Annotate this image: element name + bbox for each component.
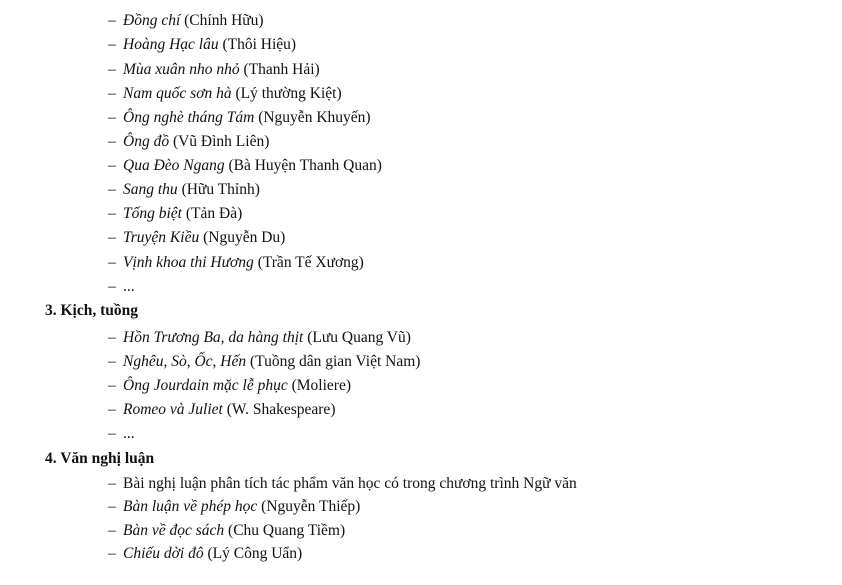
list-item-ellipsis bbox=[108, 424, 135, 444]
work-title: Hồn Trương Ba, da hàng thịt bbox=[123, 329, 304, 346]
list-item bbox=[108, 132, 269, 152]
work-author: (Chính Hữu) bbox=[184, 12, 264, 29]
work-title: Bàn về đọc sách bbox=[123, 522, 225, 539]
work-title: Tống biệt bbox=[123, 205, 182, 222]
work-title: Đồng chí bbox=[123, 12, 181, 29]
list-item bbox=[108, 60, 320, 80]
work-author: (Tuồng dân gian Việt Nam) bbox=[250, 353, 421, 370]
list-item bbox=[108, 108, 371, 128]
work-title: Qua Đèo Ngang bbox=[123, 157, 225, 174]
work-author: (Lý thường Kiệt) bbox=[235, 85, 342, 102]
work-author: (Nguyễn Du) bbox=[203, 229, 286, 246]
list-dash: – bbox=[108, 425, 116, 442]
work-title: Ông đồ bbox=[123, 133, 170, 150]
work-author: (Thanh Hải) bbox=[243, 61, 320, 78]
work-title: Nghêu, Sò, Ốc, Hến bbox=[123, 353, 247, 370]
list-dash: – bbox=[108, 229, 116, 246]
list-item bbox=[108, 253, 364, 273]
work-title: Hoàng Hạc lâu bbox=[123, 36, 219, 53]
list-dash: – bbox=[108, 61, 116, 78]
list-dash: – bbox=[108, 157, 116, 174]
list-dash: – bbox=[108, 181, 116, 198]
list-item bbox=[108, 204, 242, 224]
list-dash: – bbox=[108, 85, 116, 102]
list-dash: – bbox=[108, 278, 116, 295]
list-dash: – bbox=[108, 401, 116, 418]
work-author: (Trần Tế Xương) bbox=[257, 254, 364, 271]
list-item-ellipsis bbox=[108, 277, 135, 297]
list-dash: – bbox=[108, 475, 116, 492]
list-item bbox=[108, 376, 351, 396]
work-author: (Chu Quang Tiềm) bbox=[228, 522, 346, 539]
work-author: (Hữu Thỉnh) bbox=[181, 181, 260, 198]
list-dash: – bbox=[108, 36, 116, 53]
list-item bbox=[108, 35, 296, 55]
section-heading: 4. Văn nghị luận bbox=[45, 450, 155, 467]
list-dash: – bbox=[108, 545, 116, 562]
list-item bbox=[108, 521, 345, 541]
work-author: (Nguyễn Thiếp) bbox=[261, 498, 361, 515]
list-dash: – bbox=[108, 133, 116, 150]
list-item bbox=[108, 156, 382, 176]
work-author: (W. Shakespeare) bbox=[226, 401, 336, 418]
list-item bbox=[108, 497, 360, 517]
list-dash: – bbox=[108, 522, 116, 539]
list-item bbox=[108, 544, 302, 564]
ellipsis: ... bbox=[123, 278, 135, 295]
work-title: Romeo và Juliet bbox=[123, 401, 223, 418]
work-author: (Vũ Đình Liên) bbox=[172, 133, 270, 150]
work-title: Mùa xuân nho nhỏ bbox=[123, 61, 240, 78]
work-author: (Lưu Quang Vũ) bbox=[307, 329, 411, 346]
work-author: (Lý Công Uẩn) bbox=[207, 545, 303, 562]
list-item bbox=[108, 84, 342, 104]
work-title: Vịnh khoa thi Hương bbox=[123, 254, 254, 271]
list-item bbox=[108, 474, 577, 494]
list-item bbox=[108, 228, 285, 248]
list-dash: – bbox=[108, 12, 116, 29]
work-author: (Tản Đà) bbox=[185, 205, 243, 222]
work-title: Nam quốc sơn hà bbox=[123, 85, 232, 102]
work-title: Ông Jourdain mặc lễ phục bbox=[123, 377, 288, 394]
work-author: (Nguyễn Khuyến) bbox=[258, 109, 371, 126]
list-item bbox=[108, 352, 420, 372]
work-title: Bàn luận về phép học bbox=[123, 498, 258, 515]
work-author: (Thôi Hiệu) bbox=[222, 36, 297, 53]
list-item bbox=[108, 11, 264, 31]
list-dash: – bbox=[108, 254, 116, 271]
work-title: Truyện Kiều bbox=[123, 229, 200, 246]
list-dash: – bbox=[108, 353, 116, 370]
list-dash: – bbox=[108, 377, 116, 394]
work-title: Chiếu dời đô bbox=[123, 545, 204, 562]
list-dash: – bbox=[108, 498, 116, 515]
list-item bbox=[108, 400, 335, 420]
list-item bbox=[108, 180, 260, 200]
ellipsis: ... bbox=[123, 425, 135, 442]
list-item bbox=[108, 328, 411, 348]
list-dash: – bbox=[108, 205, 116, 222]
item-text: Bài nghị luận phân tích tác phẩm văn học có trong chương trình Ngữ văn bbox=[123, 475, 577, 492]
work-author: (Bà Huyện Thanh Quan) bbox=[228, 157, 382, 174]
list-dash: – bbox=[108, 109, 116, 126]
section-heading: 3. Kịch, tuồng bbox=[45, 302, 139, 319]
work-author: (Moliere) bbox=[291, 377, 351, 394]
work-title: Sang thu bbox=[123, 181, 178, 198]
list-dash: – bbox=[108, 329, 116, 346]
work-title: Ông nghè tháng Tám bbox=[123, 109, 255, 126]
